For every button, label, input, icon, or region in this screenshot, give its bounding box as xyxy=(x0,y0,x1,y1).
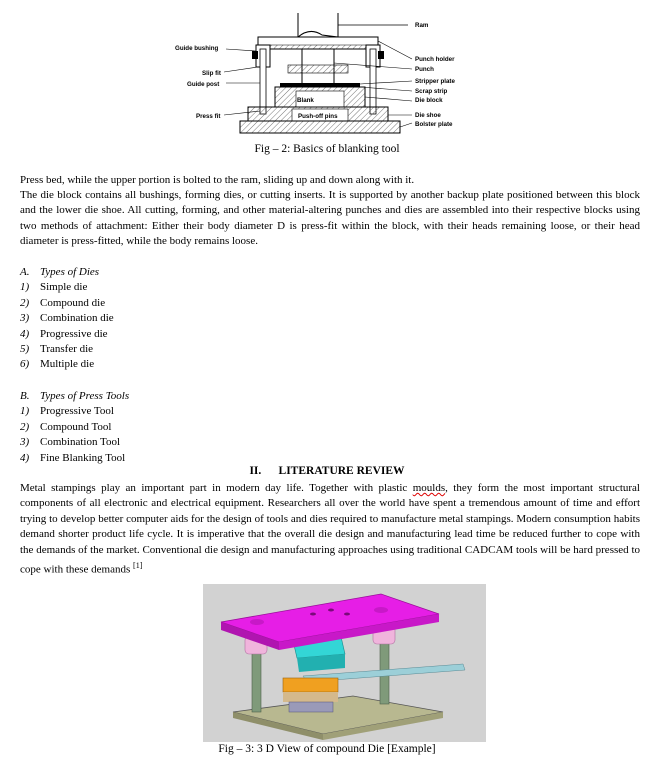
blanking-tool-diagram xyxy=(170,5,470,140)
label-ram: Ram xyxy=(415,22,429,29)
label-die-block: Die block xyxy=(415,97,443,104)
paragraph-press-bed: Press bed, while the upper portion is bolted to the ram, sliding up and down along with it. xyxy=(20,174,415,186)
spellcheck-word: moulds xyxy=(412,482,446,494)
label-scrap-strip: Scrap strip xyxy=(415,88,448,95)
fig3-caption: Fig – 3: 3 D View of compound Die [Example] xyxy=(218,743,436,755)
list-item: 5) Transfer die xyxy=(20,343,94,356)
paragraph-literature: Metal stampings play an important part in modern day life. Together with plastic moulds, they form the most important structural components of all electronic and electrical equipment. Researchers all over the world have spent a tremendous amount of time and effort trying to develop better computer aids for the design of tools and dies required to manufacture metal stampings. Modern consumption habits demand shorter product life cycle. It is imperative that the overall die design and manufacturing lead time be reduced further to cope with the demands of the market. Conventional die design and manufacturing approaches using traditional CADCAM tools will be hard pressed to cope with these demands [1] xyxy=(20,482,640,576)
compound-die-3d-view xyxy=(203,584,486,742)
label-press-fit: Press fit xyxy=(196,113,221,120)
label-bolster-plate: Bolster plate xyxy=(415,121,453,128)
list-item: 3) Combination die xyxy=(20,312,114,325)
label-slip-fit: Slip fit xyxy=(202,70,221,77)
dies-heading: A. Types of Dies xyxy=(20,266,100,278)
list-item: 1) Simple die xyxy=(20,281,88,294)
dies-list xyxy=(20,265,114,373)
label-push-off-pins: Push-off pins xyxy=(298,113,338,120)
paragraph-die-block: The die block contains all bushings, forming dies, or cutting inserts. It is supported by another backup plate positioned between this block and the lower die shoe. All cutting, forming, and other material-altering punches and dies are assembled into their respective blocks using two methods of attachment: Either their body diameter D is press-fit within the block, with their heads remaining loose, or their head diameter is press-fitted, while the body remains loose. xyxy=(20,189,640,248)
section-title-literature: II. LITERATURE REVIEW xyxy=(249,465,405,477)
press-tools-heading: B. Types of Press Tools xyxy=(20,390,130,402)
list-item: 2) Compound die xyxy=(20,296,106,309)
list-item: 6) Multiple die xyxy=(20,358,95,371)
list-item: 3) Combination Tool xyxy=(20,436,121,449)
label-stripper-plate: Stripper plate xyxy=(415,78,455,85)
label-guide-bushing: Guide bushing xyxy=(175,45,219,52)
list-item: 4) Fine Blanking Tool xyxy=(20,451,126,464)
list-item: 2) Compound Tool xyxy=(20,420,112,433)
label-blank: Blank xyxy=(297,97,314,104)
press-tools-list xyxy=(20,389,129,466)
list-item: 1) Progressive Tool xyxy=(20,405,114,418)
list-item: 4) Progressive die xyxy=(20,327,108,340)
label-guide-post: Guide post xyxy=(187,81,220,88)
citation-ref: [1] xyxy=(133,561,143,571)
fig2-caption: Fig – 2: Basics of blanking tool xyxy=(254,143,400,155)
label-punch-holder: Punch holder xyxy=(415,56,455,63)
label-die-shoe: Die shoe xyxy=(415,112,441,119)
label-punch: Punch xyxy=(415,66,434,73)
